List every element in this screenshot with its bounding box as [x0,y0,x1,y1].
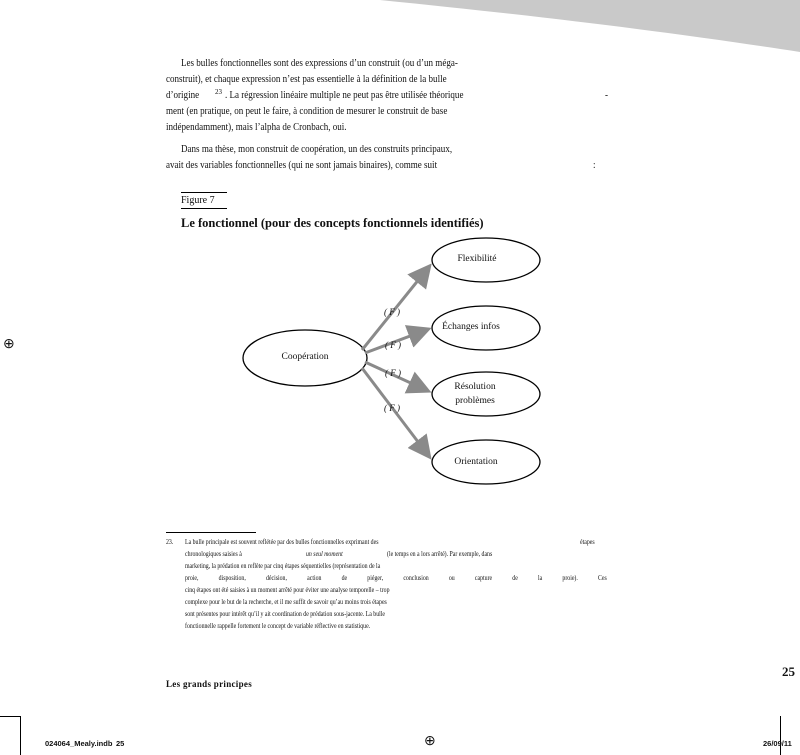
footnote-line-1-end: étapes [580,537,595,546]
node-orientation: Orientation [454,457,498,467]
footnote-line-7: sont présentes pour intérêt qu’il y ait coordination de prédation sous-jacente. La bulle [185,609,385,618]
node-flexibility: Flexibilité [457,254,497,264]
print-footer-date: 26/09/11 [763,739,792,748]
problem-solving-ellipse [432,372,540,416]
footnote-reference[interactable]: 23 [215,88,222,96]
edge-label-3: ( F ) [385,368,401,378]
crop-mark-left [0,716,20,717]
figure-label: Figure 7 [181,195,215,206]
node-problems: problèmes [455,396,495,406]
footnote-line-8: fonctionnelle rappelle fortement le concept de variable réflective en statistique. [185,621,371,630]
paragraph-1-line-5: indépendamment), mais l’alpha de Cronbach, oui. [166,122,347,133]
edge-label-1: ( F ) [384,307,400,317]
footnote-line-6: complexe pour le but de la recherche, et il me suffit de savoir qu’au moins trois étapes [185,597,387,606]
paragraph-1-line-1: Les bulles fonctionnelles sont des expressions d’un construit (ou d’un méga- [181,58,458,69]
footnote-separator [166,532,256,533]
crop-mark-right-vertical [780,716,781,755]
paragraph-2-colon: : [593,160,596,171]
crop-mark-left-vertical [20,716,21,755]
paragraph-1-line-3a: d’origine [166,90,200,101]
print-footer-page: 25 [116,739,125,748]
running-footer: Les grands principes [166,679,253,689]
paragraph-1-hyphen: - [605,90,609,101]
paragraph-1-line-3b: . La régression linéaire multiple ne peut pas être utilisée théorique [225,90,464,101]
figure-title: Le fonctionnel (pour des concepts fonctionnels identifiés) [181,216,484,230]
footnote-line-5: cinq étapes ont été saisies à un moment arrêté pour éviter une analyse temporelle – trop [185,585,390,594]
edge-label-2: ( F ) [385,340,401,350]
footnote-line-1: La bulle principale est souvent reflétée par des bulles fonctionnelles exprimant des [185,537,379,546]
footnote-line-2a: chronologiques saisies à [185,549,242,558]
footnote-line-2b: (le temps en a lors arrêté). Par exemple, dans [387,549,493,558]
paragraph-2-line-2: avait des variables fonctionnelles (qui ne sont jamais binaires), comme suit [166,160,438,171]
node-cooperation: Coopération [281,352,329,362]
node-resolution: Résolution [454,382,496,392]
registration-mark-left-icon: ⊕ [3,337,15,352]
paragraph-2-line-1: Dans ma thèse, mon construit de coopération, un des construits principaux, [181,144,453,155]
footnote-line-4: proie, disposition, décision, action de piéger, conclusion ou capture de la proie). Ces [185,573,607,582]
edge-label-4: ( F ) [384,403,400,413]
footnote-line-3: marketing, la prédation en reflète par cinq étapes séquentielles (représentation de la [185,561,381,570]
print-footer-file: 024064_Mealy.indb [45,739,113,748]
node-info-exchange: Échanges infos [442,322,500,332]
paragraph-1-line-2: construit), et chaque expression n’est pas essentielle à la définition de la bulle [166,74,447,85]
page-number: 25 [782,664,795,679]
paragraph-1-line-4: ment (en pratique, on peut le faire, à condition de mesurer le construit de base [166,106,448,117]
registration-mark-bottom-icon: ⊕ [424,734,436,749]
footnote-number: 23. [166,537,174,546]
footnote-line-2-italic: un seul moment [306,549,343,558]
